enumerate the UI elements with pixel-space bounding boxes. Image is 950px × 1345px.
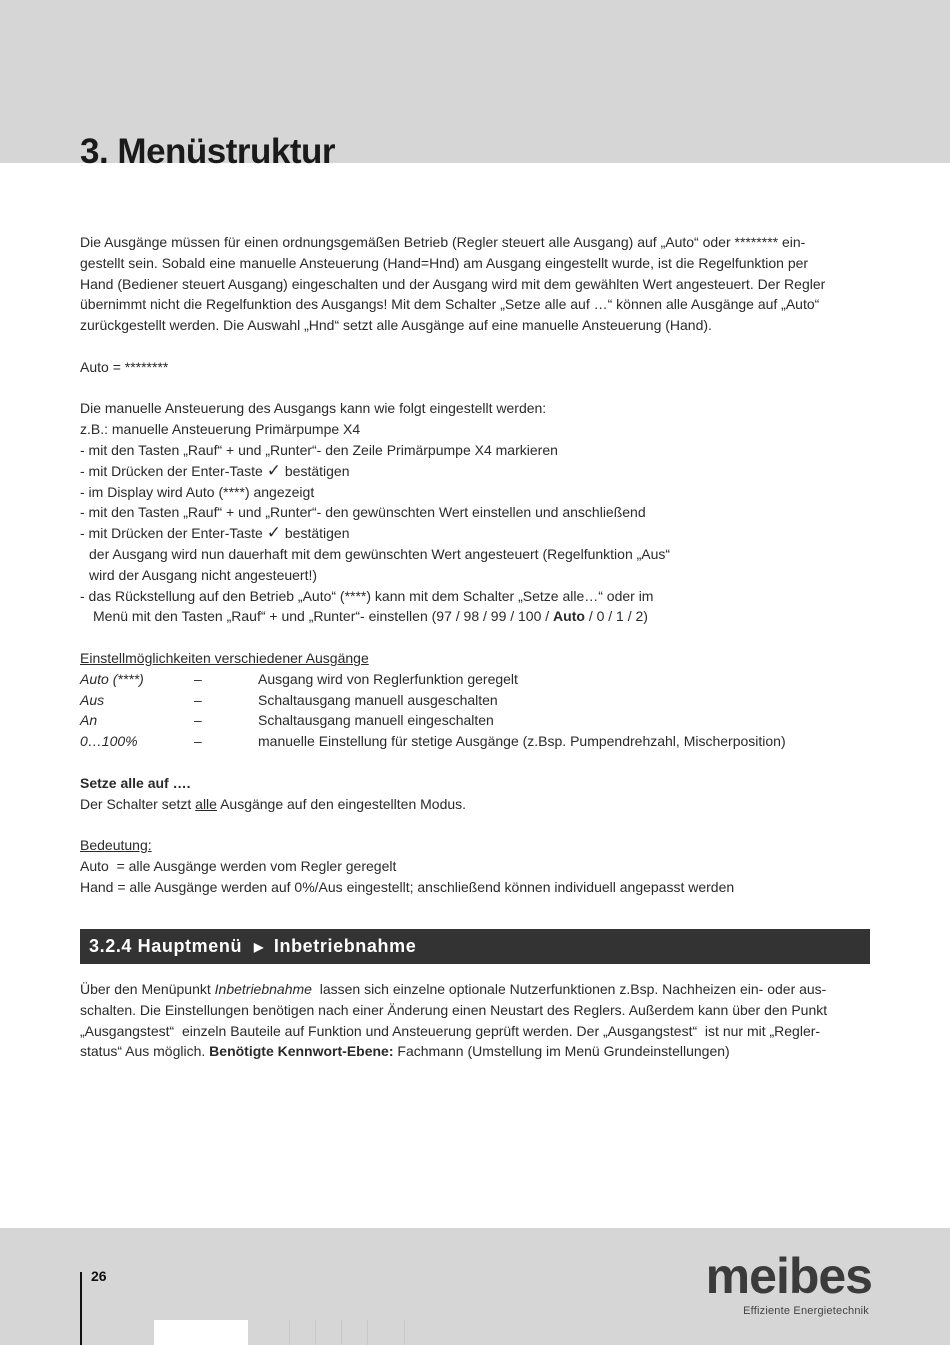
step-line: - mit den Tasten „Rauf“ + und „Runter“- den gewünschten Wert einstellen und anschließend xyxy=(80,504,646,521)
section-line: schalten. Die Einstellungen benötigen nach einer Änderung einen Neustart des Reglers. Außerdem kann über den Punkt xyxy=(80,1001,828,1018)
section-line xyxy=(80,979,870,1000)
auto-definition: Auto = ******** xyxy=(80,358,169,375)
option-desc: manuelle Einstellung für stetige Ausgänge (z.Bsp. Pumpendrehzahl, Mischerposition) xyxy=(258,733,786,750)
option-key: Auto (****) xyxy=(80,670,144,687)
option-desc: Ausgang wird von Reglerfunktion geregelt xyxy=(258,670,518,687)
footer-strip xyxy=(154,1320,248,1345)
option-key: An xyxy=(80,712,98,729)
step-bold: Auto xyxy=(553,608,585,625)
option-dash: – xyxy=(194,733,202,750)
option-key: 0…100% xyxy=(80,733,138,750)
option-row xyxy=(80,669,870,690)
step-text: Menü mit den Tasten „Rauf“ + und „Runter“- einstellen (97 / 98 / 99 / 100 / xyxy=(93,608,554,625)
intro-line: zurückgestellt werden. Die Auswahl „Hnd“ setzt alle Ausgänge auf eine manuelle Ansteuerung (Hand). xyxy=(80,317,712,334)
step-line: wird der Ausgang nicht angesteuert!) xyxy=(89,566,318,583)
footer-tick xyxy=(341,1320,342,1345)
setze-text-underlined: alle xyxy=(195,795,217,812)
section-title: Inbetriebnahme xyxy=(273,936,417,956)
bedeutung-auto: Auto = alle Ausgänge werden vom Regler geregelt xyxy=(80,857,397,874)
step-text: - mit Drücken der Enter-Taste xyxy=(80,525,263,542)
footer-tick xyxy=(367,1320,368,1345)
option-key: Aus xyxy=(80,691,105,708)
checkmark-icon: ✓ xyxy=(266,523,281,544)
steps-example: z.B.: manuelle Ansteuerung Primärpumpe X4 xyxy=(80,421,361,438)
intro-line: gestellt sein. Sobald eine manuelle Ansteuerung (Hand=Hnd) am Ausgang eingestellt wurde, ist die Regelfunktion per xyxy=(80,254,809,271)
section-italic: Inbetriebnahme xyxy=(214,981,312,997)
option-row xyxy=(80,731,870,752)
option-desc: Schaltausgang manuell ausgeschalten xyxy=(258,691,498,708)
footer-tick xyxy=(404,1320,405,1345)
section-text: status“ Aus möglich. xyxy=(80,1043,210,1060)
option-dash: – xyxy=(194,712,202,729)
step-line: - mit den Tasten „Rauf“ + und „Runter“- den Zeile Primärpumpe X4 markieren xyxy=(80,441,558,458)
setze-heading: Setze alle auf …. xyxy=(80,774,191,791)
step-text: bestätigen xyxy=(284,462,350,479)
step-line xyxy=(80,606,870,627)
section-line xyxy=(80,1041,870,1062)
setze-text-part: Der Schalter setzt xyxy=(80,795,196,812)
logo-tagline: Effiziente Energietechnik xyxy=(743,1305,869,1317)
option-desc: Schaltausgang manuell eingeschalten xyxy=(258,712,494,729)
step-text: / 0 / 1 / 2) xyxy=(584,608,648,625)
setze-text-part: Ausgänge auf den eingestellten Modus. xyxy=(216,795,467,812)
intro-line: Die Ausgänge müssen für einen ordnungsgemäßen Betrieb (Regler steuert alle Ausgang) auf „Auto“ oder ******** ein- xyxy=(80,234,806,250)
option-row xyxy=(80,710,870,731)
meibes-logo xyxy=(697,1248,872,1322)
section-body xyxy=(80,979,870,1062)
checkmark-icon: ✓ xyxy=(266,460,281,481)
step-line: - das Rückstellung auf den Betrieb „Auto“ (****) kann mit dem Schalter „Setze alle…“ oder im xyxy=(80,587,654,604)
section-bold: Benötigte Kennwort-Ebene: xyxy=(209,1043,394,1060)
option-dash: – xyxy=(194,670,202,687)
option-row xyxy=(80,690,870,711)
section-line: „Ausgangstest“ einzeln Bauteile auf Funktion und Ansteuerung geprüft werden. Der „Ausgangstest“ ist nur mit „Regler- xyxy=(80,1022,821,1039)
main-content xyxy=(80,232,870,898)
logo-wordmark: meibes xyxy=(705,1248,872,1304)
footer-tick xyxy=(289,1320,290,1345)
option-dash: – xyxy=(194,691,202,708)
bedeutung-hand: Hand = alle Ausgänge werden auf 0%/Aus eingestellt; anschließend können individuell angepasst werden xyxy=(80,878,735,895)
page-number: 26 xyxy=(91,1268,107,1284)
step-text: bestätigen xyxy=(284,525,350,542)
section-text: Fachmann (Umstellung im Menü Grundeinstellungen) xyxy=(393,1043,730,1060)
bedeutung-heading: Bedeutung: xyxy=(80,837,152,854)
footer-tick xyxy=(315,1320,316,1345)
setze-text xyxy=(80,794,870,815)
section-text: Über den Menüpunkt xyxy=(80,981,215,997)
step-line: - im Display wird Auto (****) angezeigt xyxy=(80,483,315,500)
section-heading-bar xyxy=(80,929,870,964)
chapter-title: 3. Menüstruktur xyxy=(80,132,336,171)
step-line: der Ausgang wird nun dauerhaft mit dem gewünschten Wert angesteuert (Regelfunktion „Aus“ xyxy=(89,545,671,562)
options-heading: Einstellmöglichkeiten verschiedener Ausgänge xyxy=(80,649,369,666)
footer-rule xyxy=(80,1272,82,1345)
steps-intro: Die manuelle Ansteuerung des Ausgangs kann wie folgt eingestellt werden: xyxy=(80,400,547,417)
intro-line: Hand (Bediener steuert Ausgang) eingeschalten und der Ausgang wird mit dem gewählten Wert angesteuert. Der Regler xyxy=(80,275,826,292)
step-line xyxy=(80,461,870,482)
section-text: lassen sich einzelne optionale Nutzerfunktionen z.Bsp. Nachheizen ein- oder aus- xyxy=(311,981,827,997)
step-line xyxy=(80,523,870,544)
intro-line: übernimmt nicht die Regelfunktion des Ausgangs! Mit dem Schalter „Setze alle auf …“ können alle Ausgänge auf „Auto“ xyxy=(80,296,820,313)
step-text: - mit Drücken der Enter-Taste xyxy=(80,462,263,479)
section-number: 3.2.4 Hauptmenü xyxy=(89,936,243,956)
play-arrow-icon: ▶ xyxy=(254,940,264,954)
